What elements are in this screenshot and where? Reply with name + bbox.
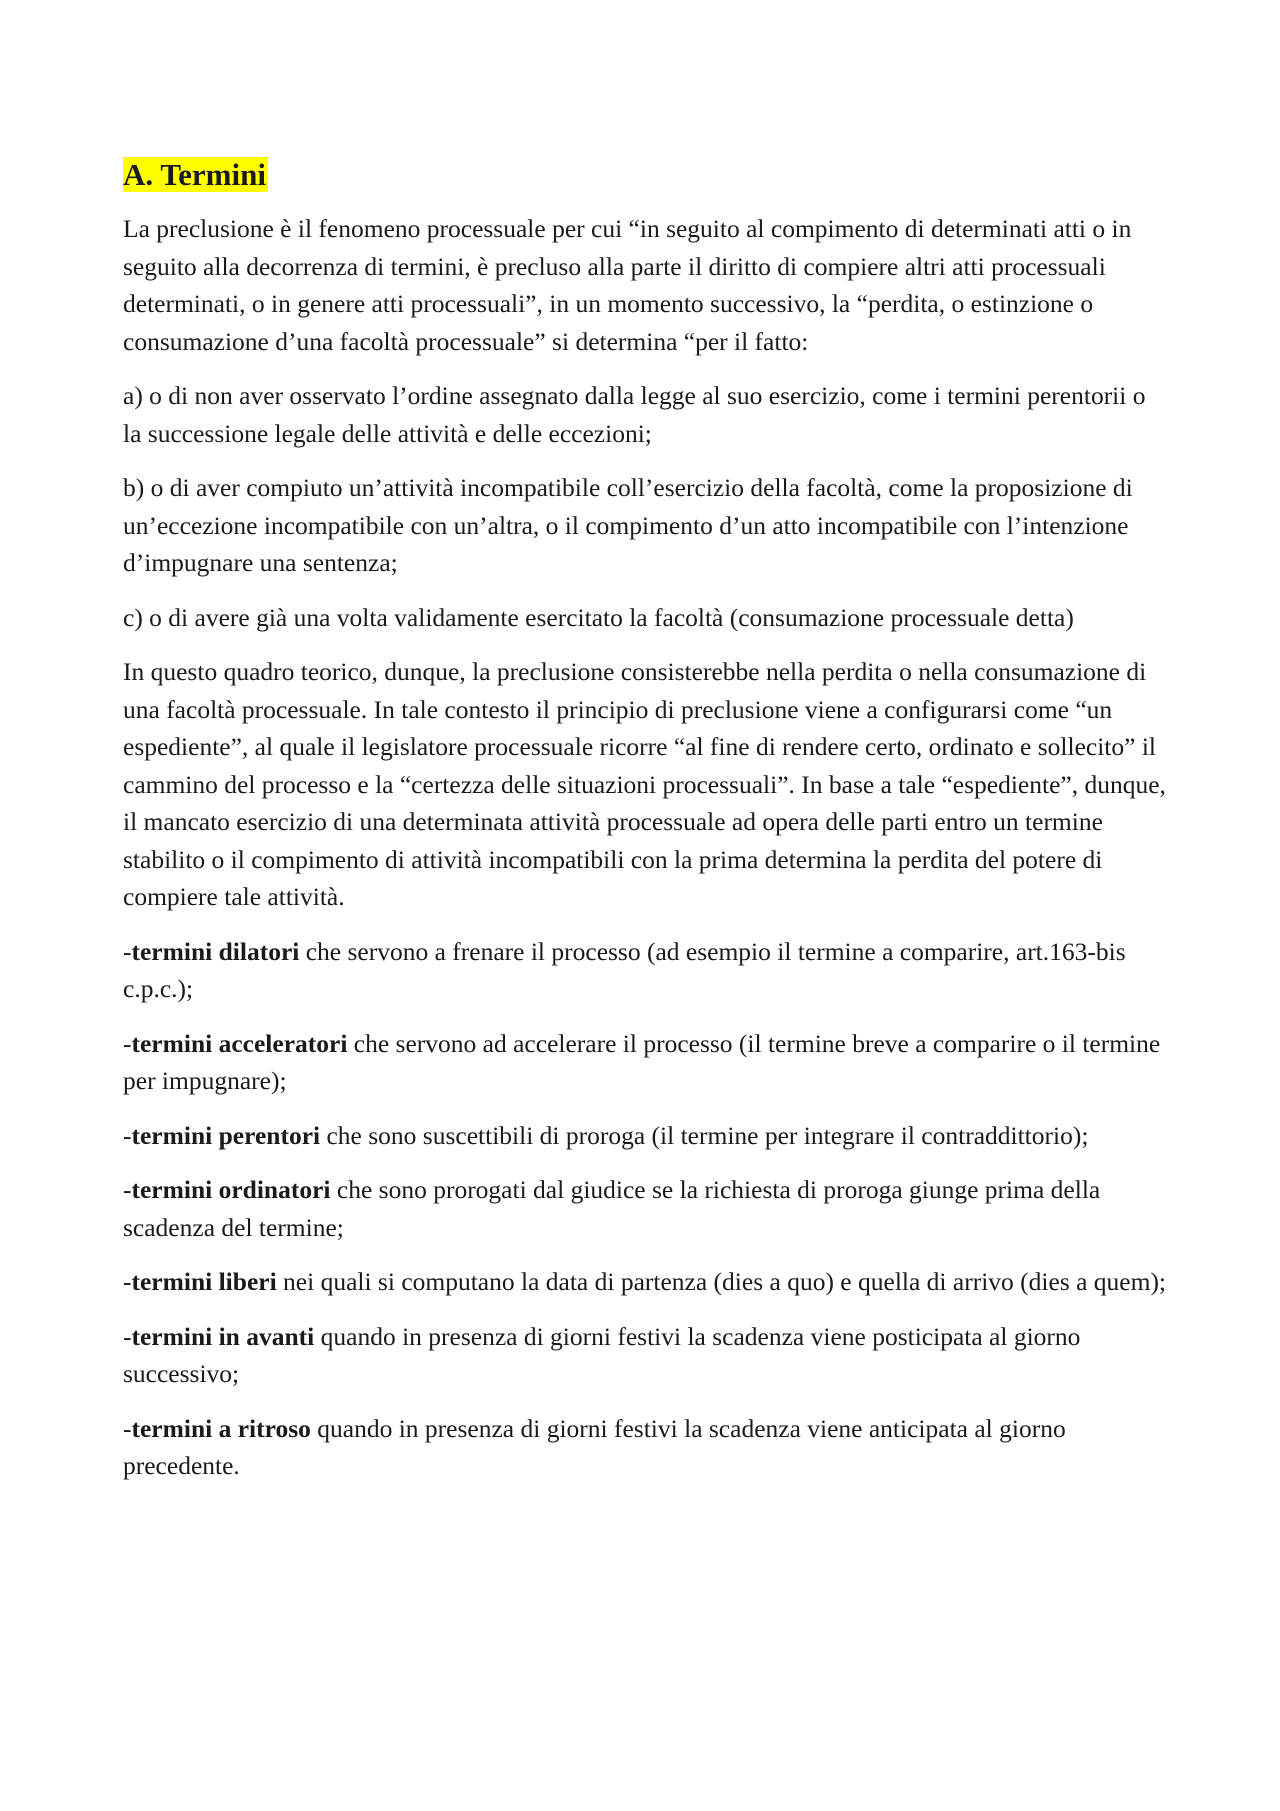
term-label: termini perentori xyxy=(131,1120,321,1150)
term-dash: - xyxy=(123,1028,132,1058)
term-item-dilatori xyxy=(123,933,1170,1008)
term-label: termini a ritroso xyxy=(131,1413,311,1443)
term-item-perentori xyxy=(123,1117,1170,1155)
term-description: nei quali si computano la data di partenza (dies a quo) e quella di arrivo (dies a quem); xyxy=(276,1267,1167,1296)
term-description: quando in presenza di giorni festivi la scadenza viene posticipata al giorno successivo; xyxy=(123,1321,1081,1388)
term-dash: - xyxy=(123,1321,132,1351)
term-description: che servono ad accelerare il processo (il termine breve a comparire o il termine per impugnare); xyxy=(123,1028,1161,1095)
paragraph-theory: In questo quadro teorico, dunque, la preclusione consisterebbe nella perdita o nella consumazione di una facoltà processuale. In tale contesto il principio di preclusione viene a configurarsi come “un espediente”, al quale il legislatore processuale ricorre “al fine di rendere certo, ordinato e sollecito” il cammino del processo e la “certezza delle situazioni processuali”. In base a tale “espediente”, dunque, il mancato esercizio di una determinata attività processuale ad opera delle parti entro un termine stabilito o il compimento di attività incompatibili con la prima determina la perdita del potere di compiere tale attività. xyxy=(123,657,1166,911)
paragraph-point-c: c) o di avere già una volta validamente esercitato la facoltà (consumazione processuale detta) xyxy=(123,602,1074,632)
term-label: termini acceleratori xyxy=(131,1028,348,1058)
paragraph-intro: La preclusione è il fenomeno processuale per cui “in seguito al compimento di determinati atti o in seguito alla decorrenza di termini, è precluso alla parte il diritto di compiere altri atti processuali determinati, o in genere atti processuali”, in un momento successivo, la “perdita, o estinzione o consumazione d’una facoltà processuale” si determina “per il fatto: xyxy=(123,214,1132,356)
term-item-in-avanti xyxy=(123,1318,1170,1393)
term-dash: - xyxy=(123,1120,132,1150)
term-dash: - xyxy=(123,936,132,966)
term-dash: - xyxy=(123,1267,132,1296)
term-label: termini dilatori xyxy=(131,936,300,966)
term-description: che sono suscettibili di proroga (il termine per integrare il contraddittorio); xyxy=(320,1120,1089,1150)
paragraph-point-a: a) o di non aver osservato l’ordine assegnato dalla legge al suo esercizio, come i termini perentorii o la successione legale delle attività e delle eccezioni; xyxy=(123,381,1146,448)
term-item-liberi xyxy=(123,1263,1170,1301)
paragraph-point-b: b) o di aver compiuto un’attività incompatibile coll’esercizio della facoltà, come la proposizione di un’eccezione incompatibile con un’altra, o il compimento d’un atto incompatibile con l’intenzione d’impugnare una sentenza; xyxy=(123,473,1133,577)
term-description: che servono a frenare il processo (ad esempio il termine a comparire, art.163-bis c.p.c.); xyxy=(123,936,1126,1003)
term-item-a-ritroso xyxy=(123,1410,1170,1485)
section-heading xyxy=(123,152,1170,198)
term-description: che sono prorogati dal giudice se la richiesta di proroga giunge prima della scadenza del termine; xyxy=(123,1175,1101,1242)
term-label: termini liberi xyxy=(131,1267,277,1296)
term-description: quando in presenza di giorni festivi la scadenza viene anticipata al giorno precedente. xyxy=(123,1413,1066,1480)
term-label: termini ordinatori xyxy=(131,1175,331,1204)
term-dash: - xyxy=(123,1175,132,1204)
term-label: termini in avanti xyxy=(131,1321,315,1351)
term-dash: - xyxy=(123,1413,132,1443)
term-item-ordinatori xyxy=(123,1171,1170,1246)
section-heading-text: A. Termini xyxy=(123,157,266,192)
term-item-acceleratori xyxy=(123,1025,1170,1100)
